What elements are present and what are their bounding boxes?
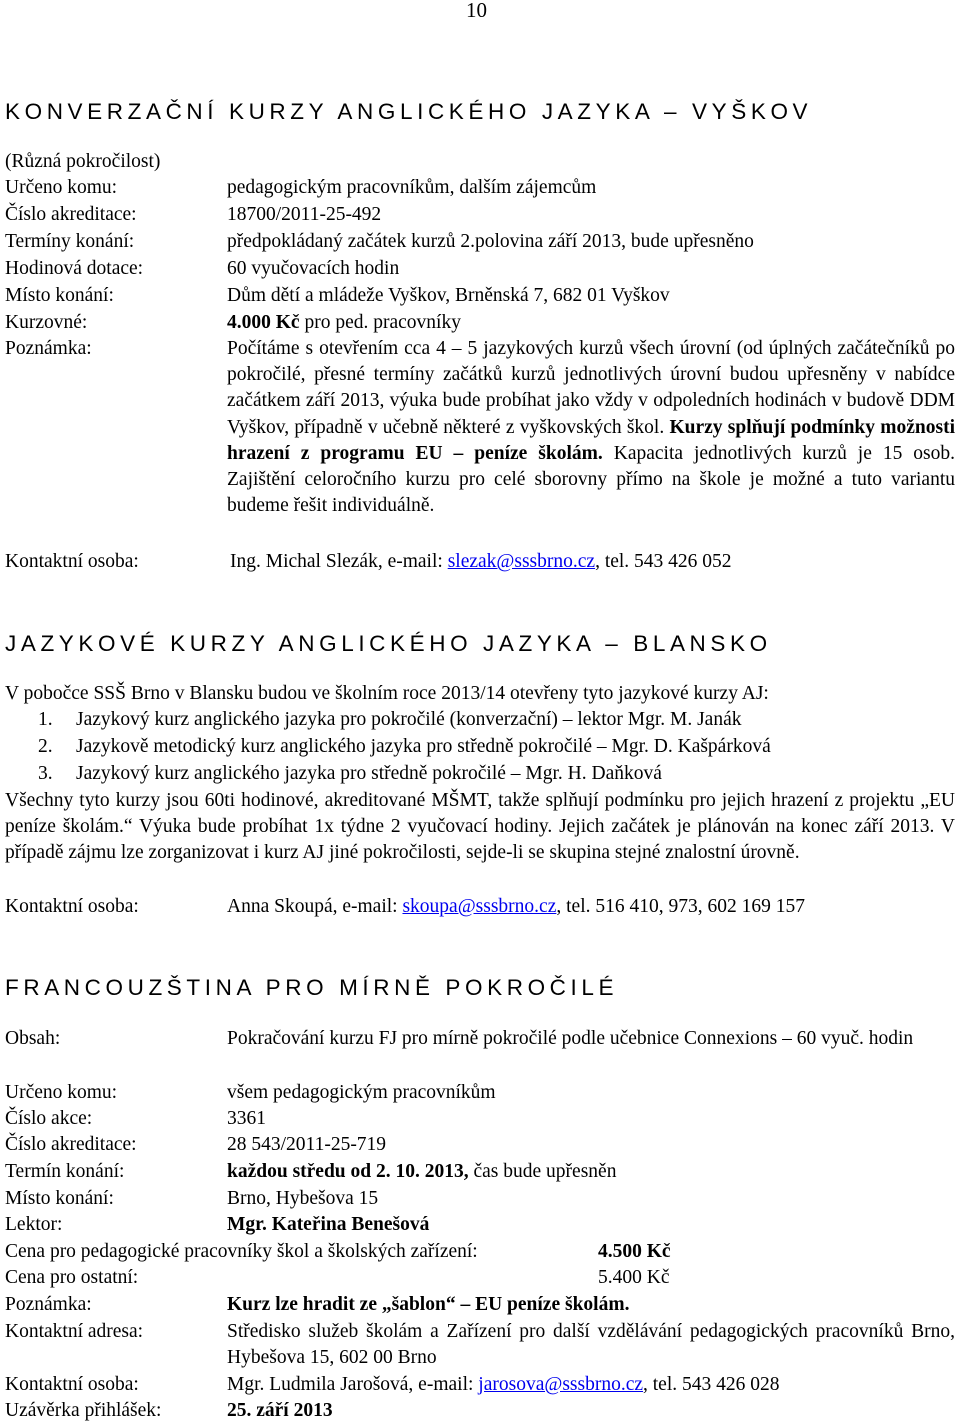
field-value: 3361 [227,1108,266,1129]
note-text-part: Kapacita jednotlivých kurzů je 15 osob. Zajištění celoročního kurzu pro celé sborovny přímo na škole je možné a tuto variantu budeme řešit individuálně. [227,442,955,517]
note-label: Poznámka: [5,338,92,359]
note-text-part: Počítáme s otevřením cca 4 – 5 jazykových kurzů všech úrovní (od úplných začátečníků po pokročilé, přesné termíny začátků kurzů jednotlivých úrovní budou upřesněny v nabídce začátkem září 2013, výuka bude probíhat jako vždy v odpoledních hodinách v budově DDM Vyškov, případně v učebně některé z vyškovských škol. [227,338,955,438]
field-label: Určeno komu: [5,1082,118,1103]
list-item [38,707,742,733]
section-title-blansko: JAZYKOVÉ KURZY ANGLICKÉHO JAZYKA – BLANSKO [5,631,772,656]
contact-tel: , tel. 543 426 028 [643,1374,780,1395]
contact-tel: , tel. 516 410, 973, 602 169 157 [556,896,805,917]
field-value: Kurz lze hradit ze „šablon“ – EU peníze školám. [227,1294,630,1315]
termin-rest: čas bude upřesněn [468,1161,617,1182]
field-label: Místo konání: [5,285,114,306]
field-label: Termíny konání: [5,231,135,252]
list-number: 1. [38,709,53,730]
email-link[interactable]: jarosova@sssbrno.cz [478,1374,644,1395]
price-label: Cena pro ostatní: [5,1267,139,1288]
list-text: Jazykový kurz anglického jazyka pro středně pokročilé – Mgr. H. Daňková [76,763,662,784]
note-text [227,336,955,519]
field-label: Místo konání: [5,1188,114,1209]
list-number: 2. [38,736,53,757]
list-item [38,761,662,787]
field-label: Uzávěrka přihlášek: [5,1400,162,1421]
contact-name: Ing. Michal Slezák, e-mail: [230,551,448,572]
fee-label: Kurzovné: [5,312,88,333]
price-label: Cena pro pedagogické pracovníky škol a školských zařízení: [5,1241,478,1262]
field-label: Určeno komu: [5,177,118,198]
body-text: Všechny tyto kurzy jsou 60ti hodinové, akreditované MŠMT, takže splňují podmínku pro jejich hrazení z projektu „EU peníze školám.“ Výuka bude probíhat 1x týdne 2 vyučovací hodiny. Jejich začátek je plánován na konec září 2013. V případě zájmu lze zorganizovat i kurz AJ jiné pokročilosti, sejde-li se skupina stejné znalostní úrovně. [5,790,955,864]
contact-label: Kontaktní osoba: [5,1374,139,1395]
field-value: 28 543/2011-25-719 [227,1134,387,1155]
field-label: Číslo akce: [5,1108,93,1129]
field-value: 60 vyučovacích hodin [227,258,400,279]
field-value: Brno, Hybešova 15 [227,1188,379,1209]
contact-tel: , tel. 543 426 052 [595,551,732,572]
email-link[interactable]: skoupa@sssbrno.cz [402,896,557,917]
field-value: Mgr. Kateřina Benešová [227,1214,430,1235]
field-label: Lektor: [5,1214,63,1235]
obsah-label: Obsah: [5,1028,61,1049]
field-label: Termín konání: [5,1161,125,1182]
field-value: předpokládaný začátek kurzů 2.polovina září 2013, bude upřesněno [227,231,754,252]
field-label: Hodinová dotace: [5,258,144,279]
adresa-value: Středisko služeb školám a Zařízení pro další vzdělávání pedagogických pracovníků Brno, Hybešova 15, 602 00 Brno [227,1321,955,1369]
fee-rest: pro ped. pracovníky [304,312,461,333]
price-value: 4.500 Kč [598,1241,671,1262]
field-value: pedagogickým pracovníkům, dalším zájemcům [227,177,597,198]
field-label: Číslo akreditace: [5,204,137,225]
section-title-francouzstina: FRANCOUZŠTINA PRO MÍRNĚ POKROČILÉ [5,975,619,1000]
adresa-label: Kontaktní adresa: [5,1321,144,1342]
contact-name: Mgr. Ludmila Jarošová, e-mail: [227,1374,479,1395]
obsah-value: Pokračování kurzu FJ pro mírně pokročilé podle učebnice Connexions – 60 vyuč. hodin [227,1028,914,1049]
list-item [38,734,771,760]
contact-label: Kontaktní osoba: [5,551,139,572]
contact-label: Kontaktní osoba: [5,896,139,917]
price-value: 5.400 Kč [598,1267,670,1288]
list-number: 3. [38,763,53,784]
list-text: Jazykově metodický kurz anglického jazyka pro středně pokročilé – Mgr. D. Kašpárková [76,736,771,757]
field-value: všem pedagogickým pracovníkům [227,1082,496,1103]
list-text: Jazykový kurz anglického jazyka pro pokročilé (konverzační) – lektor Mgr. M. Janák [76,709,742,730]
level-note: (Různá pokročilost) [5,151,161,172]
section-title-vyskov: KONVERZAČNÍ KURZY ANGLICKÉHO JAZYKA – VYŠKOV [5,99,813,124]
field-value: 18700/2011-25-492 [227,204,382,225]
email-link[interactable]: slezak@sssbrno.cz [447,551,596,572]
field-value: 25. září 2013 [227,1400,333,1421]
field-label: Poznámka: [5,1294,92,1315]
fee-amount: 4.000 Kč [227,312,300,333]
field-value: Dům dětí a mládeže Vyškov, Brněnská 7, 682 01 Vyškov [227,285,670,306]
note-bold: Kurzy splňují podmínky možnosti hrazení z programu EU – peníze školám. [227,416,956,464]
termin-bold: každou středu od 2. 10. 2013, [227,1161,469,1182]
intro-text: V pobočce SSŠ Brno v Blansku budou ve školním roce 2013/14 otevřeny tyto jazykové kurzy AJ: [5,683,769,704]
page-number: 10 [466,0,487,22]
contact-name: Anna Skoupá, e-mail: [227,896,403,917]
field-label: Číslo akreditace: [5,1134,137,1155]
